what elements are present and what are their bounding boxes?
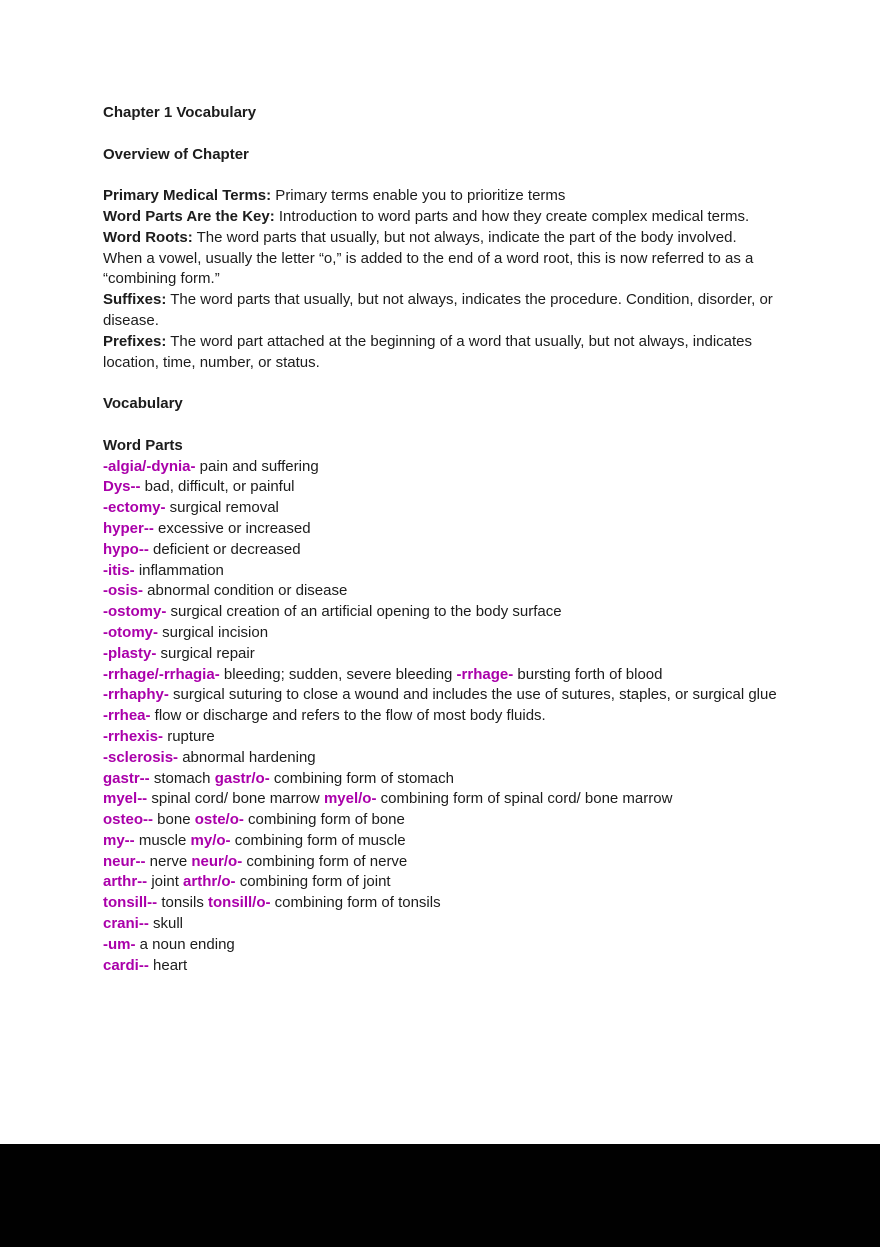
spacer [103, 124, 779, 145]
paragraph-text: Primary terms enable you to prioritize terms [271, 187, 566, 205]
vocab-entry [103, 457, 779, 478]
word-part-definition: bad, difficult, or painful [140, 478, 295, 496]
vocab-entry [103, 706, 779, 727]
word-part-term: Dys-- [103, 478, 141, 496]
vocab-entry [103, 831, 779, 852]
vocab-entry [103, 498, 779, 519]
vocab-entry [103, 852, 779, 873]
word-part-definition: pain and suffering [195, 457, 319, 475]
word-part-definition: abnormal condition or disease [143, 582, 348, 600]
paragraph-lead-label: Primary Medical Terms: [103, 187, 272, 205]
word-part-term: gastr/o- [210, 769, 270, 787]
vocab-entry [103, 685, 779, 706]
word-part-definition: excessive or increased [153, 519, 311, 537]
paragraph-lead-label: Prefixes: [103, 332, 167, 350]
vocab-entry [103, 789, 779, 810]
vocab-entry [103, 602, 779, 623]
word-part-definition: muscle [134, 831, 187, 849]
vocab-entry [103, 519, 779, 540]
vocab-entry [103, 914, 779, 935]
paragraph-text: Introduction to word parts and how they create complex medical terms. [274, 207, 750, 225]
document-content [103, 103, 779, 976]
word-part-definition: combining form of bone [243, 811, 405, 829]
word-part-term: neur/o- [187, 852, 243, 870]
word-part-definition: nerve [145, 852, 188, 870]
word-part-term: osteo-- [103, 811, 153, 829]
vocab-entry [103, 665, 779, 686]
word-part-definition: combining form of stomach [269, 769, 454, 787]
word-parts-list [103, 457, 779, 977]
bottom-black-bar [0, 1144, 880, 1247]
overview-paragraphs [103, 186, 779, 373]
word-part-definition: combining form of joint [235, 873, 391, 891]
word-part-term: -otomy- [103, 623, 158, 641]
paragraph-lead-label: Word Parts Are the Key: [103, 207, 275, 225]
word-part-term: -sclerosis- [103, 748, 179, 766]
word-part-term: my-- [103, 831, 135, 849]
vocab-entry [103, 623, 779, 644]
word-part-term: -algia/-dynia- [103, 457, 196, 475]
word-part-definition: heart [148, 956, 188, 974]
vocab-entry [103, 810, 779, 831]
word-part-term: myel-- [103, 790, 148, 808]
word-part-definition: bone [153, 811, 191, 829]
word-part-term: myel/o- [319, 790, 377, 808]
word-part-definition: surgical incision [158, 623, 269, 641]
word-part-definition: tonsils [157, 894, 204, 912]
word-part-term: -ostomy- [103, 603, 167, 621]
word-parts-heading: Word Parts [103, 436, 183, 454]
word-part-term: gastr-- [103, 769, 150, 787]
word-part-term: tonsill-- [103, 894, 158, 912]
vocab-entry [103, 477, 779, 498]
word-part-definition: flow or discharge and refers to the flow of most body fluids. [150, 707, 546, 725]
word-part-definition: combining form of muscle [230, 831, 406, 849]
paragraph-lead-label: Suffixes: [103, 291, 167, 309]
word-part-definition: combining form of spinal cord/ bone marrow [376, 790, 673, 808]
word-part-definition: combining form of nerve [242, 852, 408, 870]
word-part-definition: stomach [149, 769, 211, 787]
word-part-definition: skull [148, 915, 184, 933]
overview-paragraph [103, 332, 779, 374]
word-part-definition: bursting forth of blood [513, 665, 663, 683]
word-part-term: hypo-- [103, 540, 149, 558]
word-part-term: -rrhea- [103, 707, 151, 725]
word-part-term: -rrhexis- [103, 727, 164, 745]
word-part-definition: bleeding; sudden, severe bleeding [219, 665, 453, 683]
overview-paragraph [103, 186, 779, 207]
paragraph-lead-label: Word Roots: [103, 228, 193, 246]
vocab-entry [103, 644, 779, 665]
spacer [103, 373, 779, 394]
word-part-definition: spinal cord/ bone marrow [147, 790, 320, 808]
word-part-definition: surgical creation of an artificial opening to the body surface [166, 603, 562, 621]
word-part-term: tonsill/o- [203, 894, 271, 912]
word-part-definition: combining form of tonsils [270, 894, 441, 912]
word-part-definition: deficient or decreased [148, 540, 301, 558]
word-part-definition: joint [147, 873, 179, 891]
paragraph-text: The word part attached at the beginning of a word that usually, but not always, indicates location, time, number, or status. [103, 332, 753, 371]
word-part-definition: a noun ending [135, 935, 235, 953]
word-part-definition: surgical suturing to close a wound and includes the use of sutures, staples, or surgical glue [168, 686, 777, 704]
word-part-term: -plasty- [103, 644, 157, 662]
word-part-term: arthr/o- [178, 873, 236, 891]
vocab-entry [103, 561, 779, 582]
vocab-entry [103, 893, 779, 914]
word-part-term: crani-- [103, 915, 149, 933]
word-part-definition: inflammation [134, 561, 224, 579]
vocab-entry [103, 935, 779, 956]
word-part-term: neur-- [103, 852, 146, 870]
spacer [103, 165, 779, 186]
overview-paragraph [103, 228, 779, 290]
vocab-entry [103, 748, 779, 769]
word-part-definition: rupture [163, 727, 215, 745]
overview-paragraph [103, 207, 779, 228]
word-part-definition: surgical repair [156, 644, 255, 662]
paragraph-text: The word parts that usually, but not always, indicates the procedure. Condition, disorder, or disease. [103, 291, 773, 329]
vocab-entry [103, 956, 779, 977]
word-part-term: -itis- [103, 561, 135, 579]
overview-paragraph [103, 290, 779, 332]
vocab-entry [103, 540, 779, 561]
word-part-term: -rrhage/-rrhagia- [103, 665, 220, 683]
word-part-term: -osis- [103, 582, 144, 600]
overview-heading: Overview of Chapter [103, 145, 249, 163]
word-part-term: my/o- [186, 831, 231, 849]
word-part-term: -rrhage- [452, 665, 514, 683]
paragraph-text: The word parts that usually, but not always, indicate the part of the body involved. When a vowel, usually the letter “o,” is added to the end of a word root, this is now referred to as a “combining form.” [103, 228, 754, 288]
vocabulary-heading: Vocabulary [103, 395, 183, 413]
word-part-term: hyper-- [103, 519, 154, 537]
vocab-entry [103, 581, 779, 602]
word-part-term: cardi-- [103, 956, 149, 974]
word-part-definition: abnormal hardening [178, 748, 316, 766]
word-part-term: -rrhaphy- [103, 686, 169, 704]
word-part-term: arthr-- [103, 873, 148, 891]
word-part-definition: surgical removal [165, 499, 279, 517]
word-part-term: oste/o- [190, 811, 244, 829]
vocab-entry [103, 727, 779, 748]
vocab-entry [103, 872, 779, 893]
word-part-term: -um- [103, 935, 136, 953]
word-part-term: -ectomy- [103, 499, 166, 517]
chapter-title: Chapter 1 Vocabulary [103, 104, 257, 121]
spacer [103, 415, 779, 436]
vocab-entry [103, 769, 779, 790]
